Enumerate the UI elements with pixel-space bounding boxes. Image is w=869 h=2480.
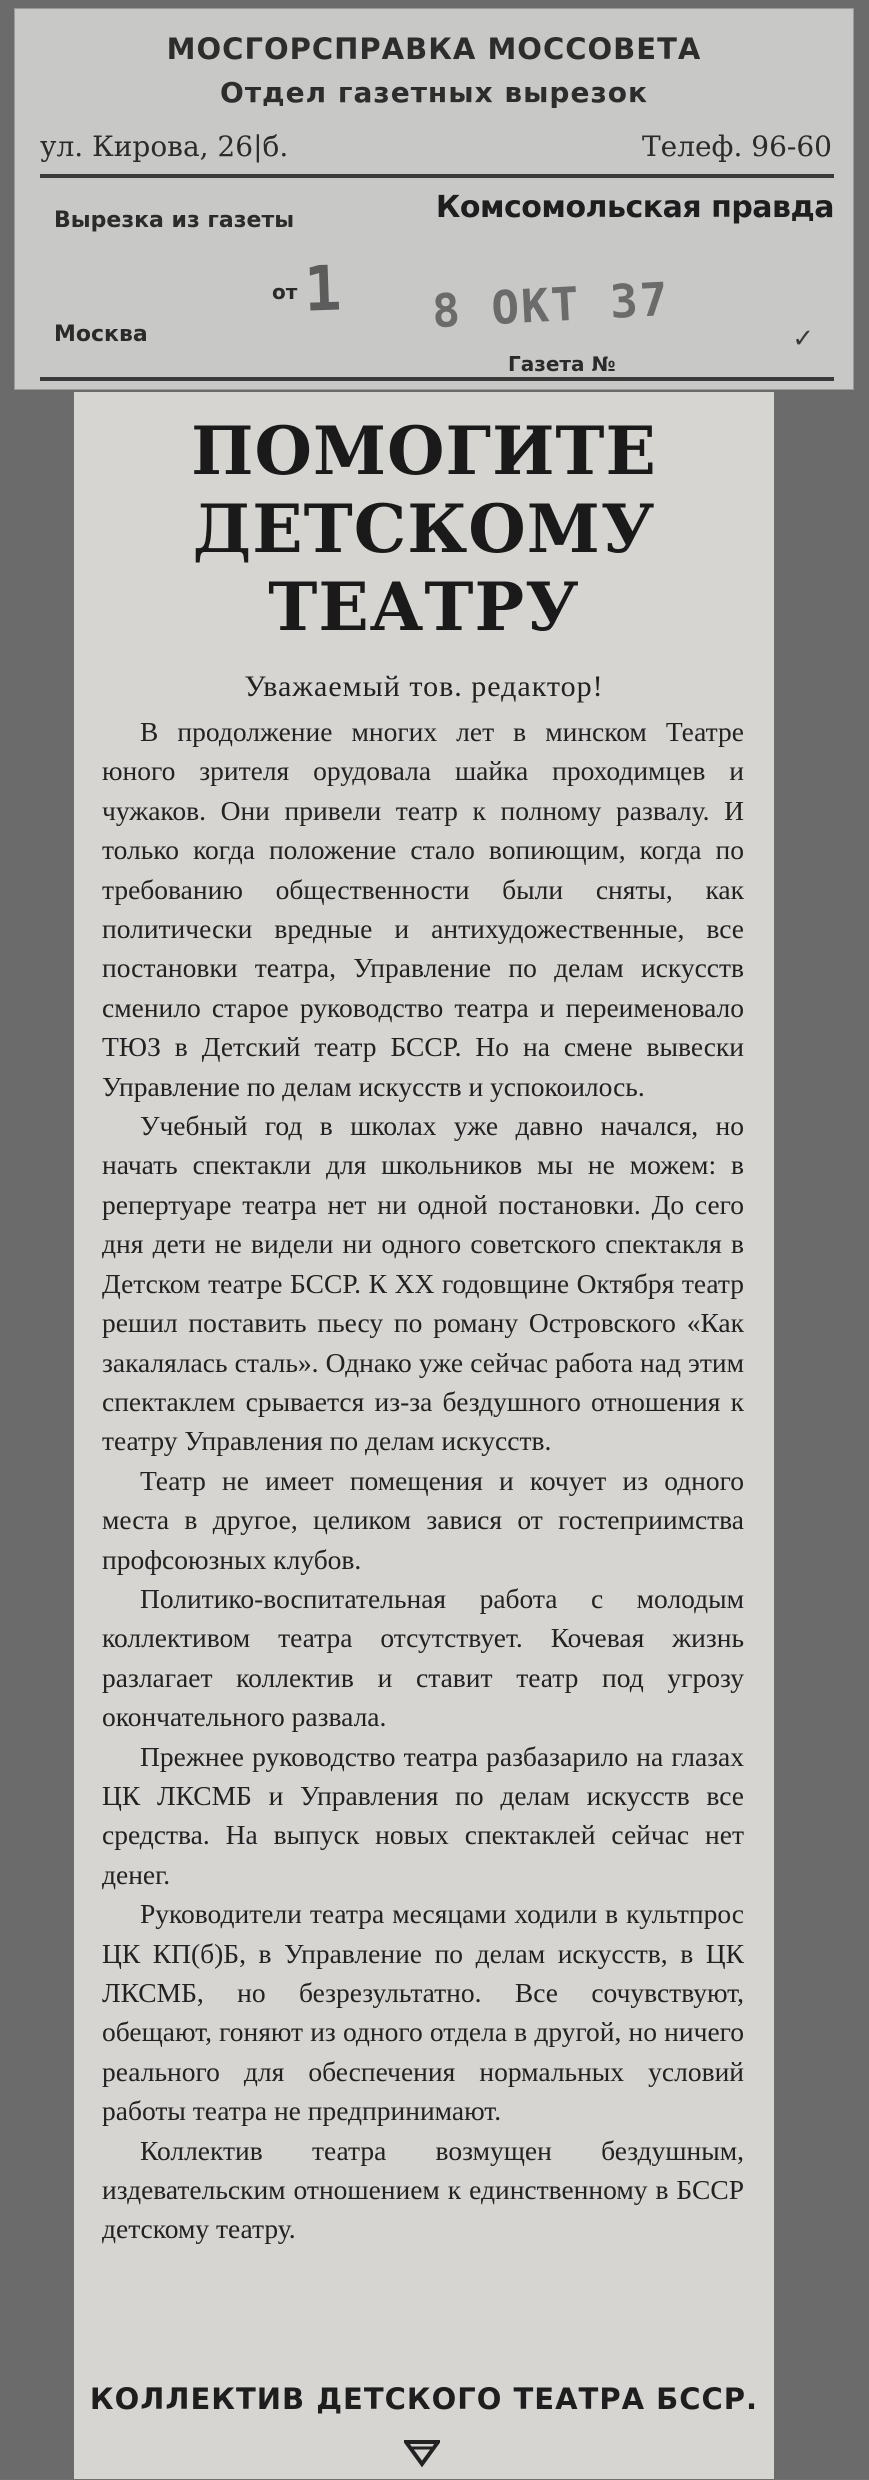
form-stamp-number: 1 bbox=[302, 251, 347, 326]
checkmark-icon: ✓ bbox=[792, 324, 814, 354]
article-paragraph: В продолжение многих лет в минском Театре юного зрителя орудовала шайка проходимцев и чужаков. Они привели театр к полному развалу. И только когда положение стало вопиющим, когда по требованию общественности были сняты, как политически вредные и антихудожественные, все постановки театра, Управление по делам искусств сменило старое руководство театра и переименовало ТЮЗ в Детский театр БССР. Но на смене вывески Управление по делам искусств и успокоилось. bbox=[102, 716, 744, 1102]
form-divider-bottom bbox=[40, 377, 834, 381]
clipping-service-form bbox=[14, 8, 854, 390]
form-newspaper-name: Комсомольская правда bbox=[435, 190, 834, 225]
article-paragraph: Театр не имеет помещения и кочует из одного места в другое, целиком завися от гостеприимства профсоюзных клубов. bbox=[102, 1464, 744, 1575]
form-address: ул. Кирова, 26|б. bbox=[40, 130, 289, 163]
form-from-label: от bbox=[272, 280, 298, 304]
form-city: Москва bbox=[54, 322, 148, 347]
form-title-agency: МОСГОРСПРАВКА МОССОВЕТА bbox=[166, 32, 702, 66]
article-paragraph: Учебный год в школах уже давно начался, но начать спектакли для школьников мы не можем: в репертуаре театра нет ни одной постановки. До сего дня дети не видели ни одного советского спектакля в Детском театре БССР. К XX годовщине Октября театр решил поставить пьесу по роману Островского «Как закалялась сталь». Однако уже сейчас работа над этим спектаклем срывается из-за бездушного отношения к театру Управления по делам искусств. bbox=[102, 1110, 744, 1457]
article-paragraph: Коллектив театра возмущен бездушным, издевательским отношением к единственному в БССР детскому театру. bbox=[102, 2134, 744, 2245]
article-signature: КОЛЛЕКТИВ ДЕТСКОГО ТЕАТРА БССР. bbox=[89, 2382, 759, 2416]
form-stamp-date: 8 ОКТ 37 bbox=[430, 271, 671, 339]
article-paragraph: Политико-воспитательная работа с молодым коллективом театра отсутствует. Кочевая жизнь разлагает коллектив и ставит театр под угрозу окончательного развала. bbox=[102, 1582, 744, 1733]
end-mark-icon bbox=[404, 2440, 440, 2480]
headline-line: ДЕТСКОМУ bbox=[192, 490, 656, 568]
headline-line: ПОМОГИТЕ bbox=[191, 412, 657, 490]
article-paragraph: Прежнее руководство театра разбазарило на глазах ЦК ЛКСМБ и Управления по делам искусств все средства. На выпуск новых спектаклей сейчас нет денег. bbox=[102, 1740, 744, 1890]
form-phone: Телеф. 96-60 bbox=[641, 130, 832, 163]
article-headline bbox=[74, 412, 774, 646]
article-body bbox=[102, 712, 744, 2249]
article-paragraph: Руководители театра месяцами ходили в культпрос ЦК КП(б)Б, в Управление по делам искусств, в ЦК ЛКСМБ, но безрезультатно. Все сочувствуют, обещают, гоняют из одного отдела в другой, но ничего реального для обеспечения нормальных условий работы театра не предпринимают. bbox=[102, 1898, 744, 2127]
article-salutation: Уважаемый тов. редактор! bbox=[244, 670, 604, 703]
newspaper-clipping bbox=[74, 392, 774, 2479]
form-clip-label: Вырезка из газеты bbox=[54, 208, 295, 233]
form-divider-top bbox=[40, 174, 834, 178]
form-title-department: Отдел газетных вырезок bbox=[220, 76, 648, 109]
headline-line: ТЕАТРУ bbox=[268, 568, 580, 646]
form-issue-label: Газета № bbox=[508, 352, 616, 376]
